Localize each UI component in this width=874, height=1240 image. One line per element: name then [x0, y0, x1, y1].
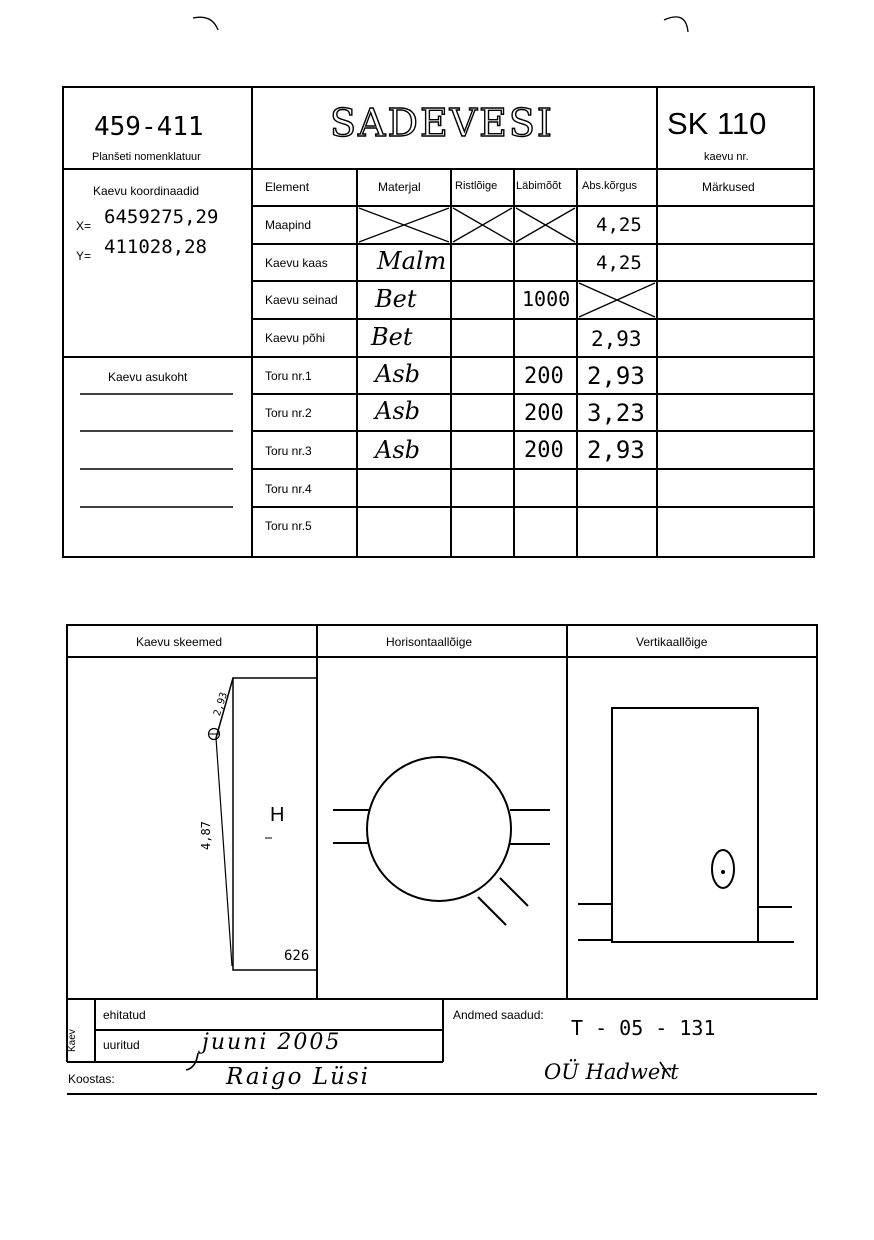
surveyed-date: juuni 2005: [202, 1030, 342, 1055]
top-level-value: 2,93: [212, 691, 230, 718]
row-material: Bet: [371, 323, 413, 351]
y-coordinate: 411028,28: [104, 236, 207, 258]
row-material: Malm: [377, 247, 447, 275]
y-prefix: Y=: [76, 249, 92, 263]
col-header-diameter: Läbimõõt: [516, 180, 562, 192]
row-element: Toru nr.5: [265, 519, 312, 533]
row-elevation: 2,93: [587, 362, 645, 390]
row-material: Bet: [375, 285, 417, 313]
compiler-label: Koostas:: [68, 1072, 115, 1086]
row-element: Kaevu kaas: [265, 256, 328, 270]
row-diameter: 200: [524, 438, 564, 463]
col-header-elevation: Abs.kõrgus: [582, 180, 638, 192]
sheet-code-label: Planšeti nomenklatuur: [92, 151, 201, 163]
x-coordinate: 6459275,29: [104, 206, 219, 228]
row-material: Asb: [375, 436, 421, 464]
company-name: OÜ Hadwert: [544, 1060, 679, 1084]
panel-title-vertical: Vertikaallõige: [636, 635, 708, 649]
data-source-value: T - 05 - 131: [571, 1016, 716, 1040]
well-id: SK 110: [667, 106, 767, 141]
row-element: Kaevu põhi: [265, 331, 326, 345]
sheet-code: 459-411: [94, 112, 204, 142]
surveyed-label: uuritud: [103, 1038, 140, 1052]
col-header-material: Materjal: [378, 180, 421, 194]
panel-title-horizontal: Horisontaallõige: [386, 635, 473, 649]
compiler-name: Raigo Lüsi: [226, 1064, 371, 1090]
page-title: SADEVESI: [330, 101, 554, 145]
data-source-label: Andmed saadud:: [453, 1008, 544, 1022]
row-element: Toru nr.4: [265, 482, 312, 496]
row-elevation: 2,93: [591, 327, 642, 351]
x-prefix: X=: [76, 219, 92, 233]
location-label: Kaevu asukoht: [108, 370, 188, 384]
well-side-label: Kaev: [67, 1029, 78, 1052]
row-diameter: 1000: [522, 287, 571, 311]
row-element: Maapind: [265, 218, 312, 232]
built-label: ehitatud: [103, 1008, 146, 1022]
col-header-notes: Märkused: [702, 180, 755, 194]
height-label: H: [270, 804, 285, 826]
row-material: Asb: [375, 360, 421, 388]
coordinates-label: Kaevu koordinaadid: [93, 184, 200, 198]
row-elevation: 4,25: [596, 252, 642, 274]
row-element: Toru nr.2: [265, 406, 312, 420]
col-header-section: Ristlõige: [455, 180, 498, 192]
row-element: Toru nr.1: [265, 369, 312, 383]
row-elevation: 4,25: [596, 214, 642, 236]
row-diameter: 200: [524, 364, 564, 389]
col-header-element: Element: [265, 180, 310, 194]
row-elevation: 2,93: [587, 436, 645, 464]
row-element: Toru nr.3: [265, 444, 312, 458]
panel-title-schemes: Kaevu skeemed: [136, 635, 223, 649]
well-id-label: kaevu nr.: [704, 151, 749, 163]
row-elevation: 3,23: [587, 399, 645, 427]
row-element: Kaevu seinad: [265, 293, 338, 307]
row-diameter: 200: [524, 401, 564, 426]
row-material: Asb: [375, 397, 421, 425]
depth-value: 4,87: [199, 821, 213, 850]
bottom-code: 626: [284, 948, 310, 964]
